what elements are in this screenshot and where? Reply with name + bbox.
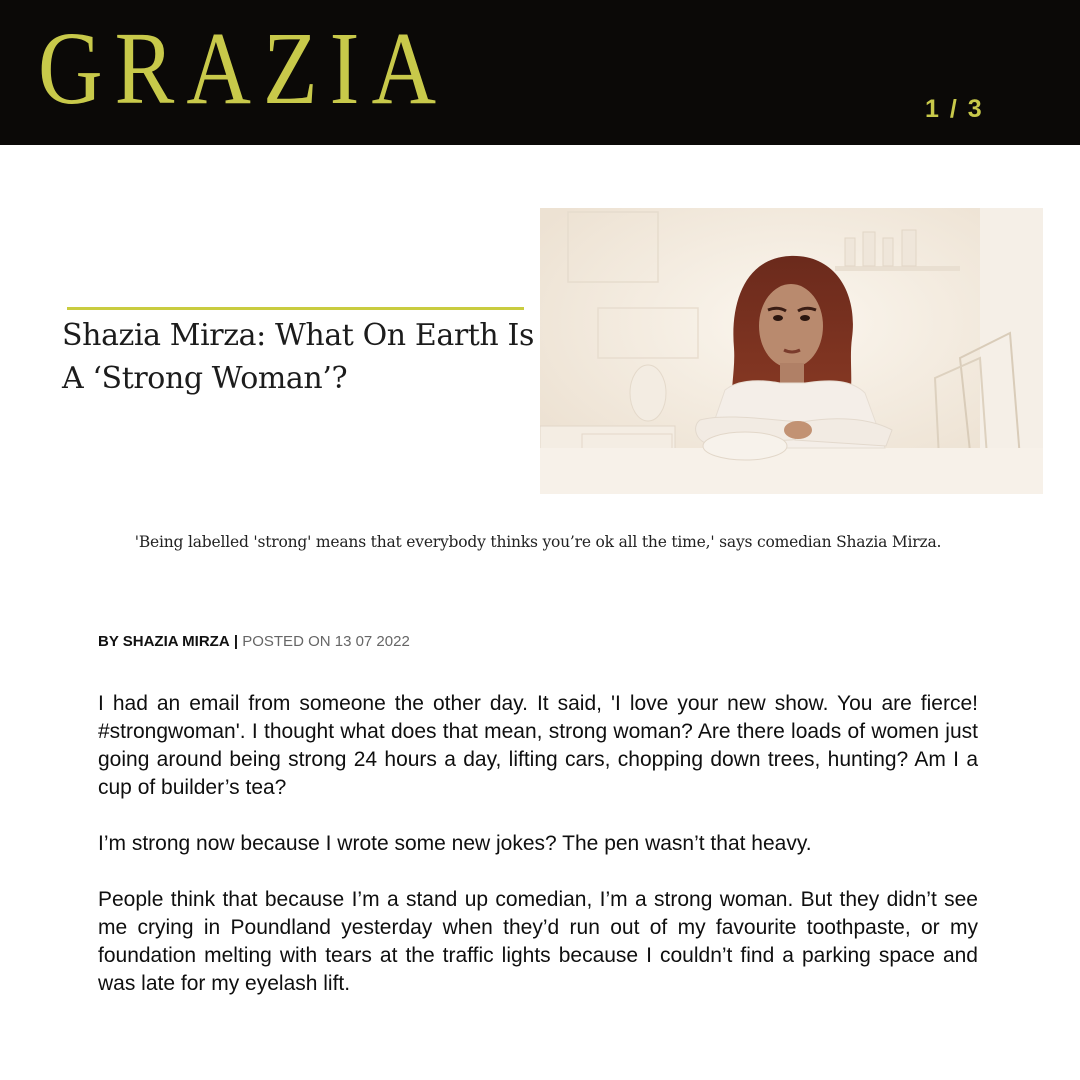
masthead xyxy=(0,0,1080,145)
paragraph: I’m strong now because I wrote some new jokes? The pen wasn’t that heavy. xyxy=(98,832,812,855)
grazia-logo[interactable]: GRAZIA xyxy=(38,11,449,126)
hero-portrait-image xyxy=(540,208,1043,494)
page-indicator: 1 / 3 xyxy=(925,95,984,123)
portrait-illustration xyxy=(540,208,1043,494)
byline xyxy=(98,632,410,652)
byline-author[interactable]: BY SHAZIA MIRZA xyxy=(98,633,230,650)
byline-date: POSTED ON 13 07 2022 xyxy=(242,633,410,650)
image-caption: 'Being labelled 'strong' means that everybody thinks you’re ok all the time,' says comedian Shazia Mirza. xyxy=(134,533,942,551)
paragraph: I had an email from someone the other day. It said, 'I love your new show. You are fierce! #strongwoman'. I thought what does that mean, strong woman? Are there loads of women just going around being strong 24 hours a day, lifting cars, chopping down trees, hunting? Am I a cup of builder’s tea? xyxy=(98,692,978,799)
paragraph: People think that because I’m a stand up comedian, I’m a strong woman. But they didn’t see me crying in Poundland yesterday when they’d run out of my favourite toothpaste, or my foundation melting with tears at the traffic lights because I couldn’t find a parking space and was late for my eyelash lift. xyxy=(98,888,978,995)
article-headline: Shazia Mirza: What On Earth Is A ‘Strong Woman’? xyxy=(62,318,534,396)
byline-separator: | xyxy=(233,633,239,650)
article-body xyxy=(98,690,978,1026)
headline-accent-line xyxy=(67,307,524,310)
